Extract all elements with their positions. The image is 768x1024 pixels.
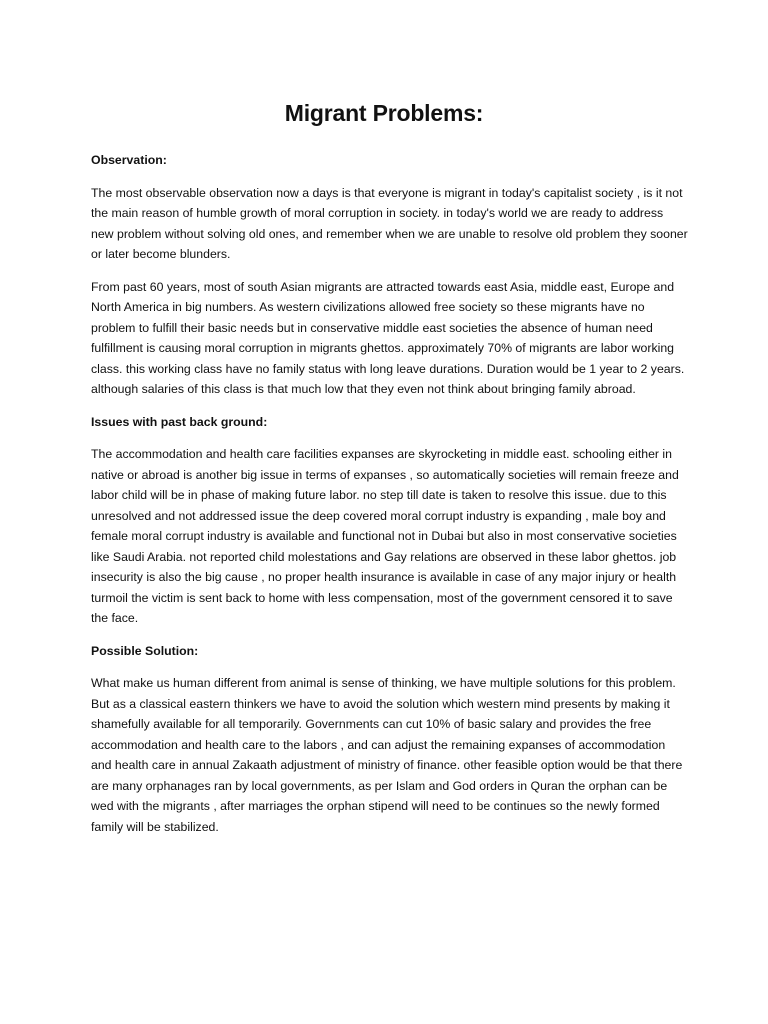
section-solution <box>91 641 688 838</box>
section-heading: Issues with past back ground: <box>91 414 268 429</box>
section-observation <box>91 150 688 400</box>
section-issues <box>91 412 688 629</box>
paragraph: The most observable observation now a days is that everyone is migrant in today's capitalist society , is it not the main reason of humble growth of moral corruption in society. in today's world we are ready to address new problem without solving old ones, and remember when we are unable to resolve old problem they sooner or later become blunders. <box>91 185 688 261</box>
paragraph: The accommodation and health care facilities expanses are skyrocketing in middle east. schooling either in native or abroad is another big issue in terms of expanses , so automatically societies will remain freeze and labor child will be in phase of making future labor. no step till date is taken to resolve this issue. due to this unresolved and not addressed issue the deep covered moral corrupt industry is expanding , male boy and female moral corrupt industry is available and functional not in Dubai but also in most conservative societies like Saudi Arabia. not reported child molestations and Gay relations are observed in these labor ghettos. job insecurity is also the big cause , no proper health insurance is available in case of any major injury or health turmoil the victim is sent back to home with less compensation, most of the government censored it to save the face. <box>91 447 679 625</box>
section-heading: Possible Solution: <box>91 643 199 658</box>
section-heading: Observation: <box>91 153 167 167</box>
document-title: Migrant Problems: <box>284 100 484 126</box>
paragraph: From past 60 years, most of south Asian migrants are attracted towards east Asia, middle east, Europe and North America in big numbers. As western civilizations allowed free society so these migrants have no problem to fulfill their basic needs but in conservative middle east societies the absence of human need fulfillment is causing moral corruption in migrants ghettos. approximately 70% of migrants are labor working class. this working class have no family status with long leave durations. Duration would be 1 year to 2 years. although salaries of this class is that much low that they even not think about bringing family abroad. <box>91 279 685 396</box>
paragraph: What make us human different from animal is sense of thinking, we have multiple solutions for this problem. But as a classical eastern thinkers we have to avoid the solution which western mind presents by making it shamefully available for all temporarily. Governments can cut 10% of basic salary and provides the free accommodation and health care to the labors , and can adjust the remaining expanses of accommodation and health care in annual Zakaath adjustment of ministry of finance. other feasible option would be that there are many orphanages ran by local governments, as per Islam and God orders in Quran the orphan can be wed with the migrants , after marriages the orphan stipend will need to be continues so the newly formed family will be stabilized. <box>91 676 683 834</box>
